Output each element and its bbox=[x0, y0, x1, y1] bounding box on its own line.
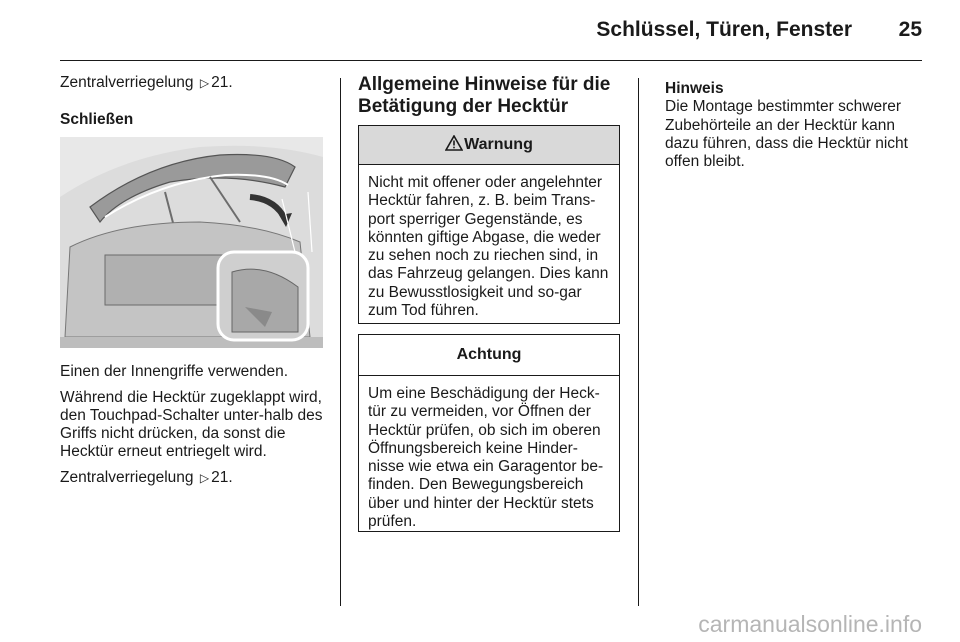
car-trunk-illustration bbox=[60, 137, 323, 348]
page-reference-icon: ▷ bbox=[199, 471, 210, 485]
trunk-figure bbox=[60, 137, 323, 348]
ref-page-1: 21. bbox=[211, 74, 233, 91]
cross-reference-2[interactable] bbox=[60, 469, 326, 487]
page-reference-icon: ▷ bbox=[199, 76, 210, 90]
ref-text-1: Zentralverriegelung bbox=[60, 74, 194, 91]
warning-triangle-icon bbox=[445, 135, 463, 156]
cross-reference-1[interactable] bbox=[60, 74, 326, 92]
warning-text: Nicht mit offener oder angelehnter Hecktür fahren, z. B. beim Trans-port sperriger Gegenstände, es könnten giftige Abgase, die weder zu sehen noch zu riechen sind, in das Fahrzeug gelangen. Dies kann zu Bewusstlosigkeit und so-gar zum Tod führen. bbox=[368, 174, 609, 320]
column-divider-1 bbox=[340, 78, 341, 606]
left-column-lower bbox=[60, 363, 326, 487]
warning-title: Warnung bbox=[464, 136, 533, 153]
section-heading-schliessen: Schließen bbox=[60, 111, 134, 128]
ref-text-2: Zentralverriegelung bbox=[60, 469, 194, 486]
right-column bbox=[665, 80, 925, 171]
page-number: 25 bbox=[898, 18, 922, 41]
caution-title: Achtung bbox=[456, 346, 522, 363]
note-title: Hinweis bbox=[665, 80, 724, 97]
column-divider-2 bbox=[638, 78, 639, 606]
page-header-title: Schlüssel, Türen, Fenster bbox=[596, 18, 852, 41]
warning-header bbox=[359, 126, 619, 165]
instruction-text-1: Einen der Innengriffe verwenden. bbox=[60, 363, 289, 380]
caution-header bbox=[359, 335, 619, 376]
header-rule bbox=[60, 60, 922, 61]
caution-text: Um eine Beschädigung der Heck-tür zu vermeiden, vor Öffnen der Hecktür prüfen, ob sich im oberen Öffnungsbereich keine Hinder-nisse wie etwa ein Garagentor be-finden. Den Bewegungsbereich über und hinter der Hecktür stets prüfen. bbox=[368, 385, 604, 531]
section-heading-hecktuer: Allgemeine Hinweise für die Betätigung der Hecktür bbox=[358, 74, 611, 117]
left-column bbox=[60, 74, 326, 129]
watermark: carmanualsonline.info bbox=[698, 611, 922, 637]
note-text: Die Montage bestimmter schwerer Zubehörteile an der Hecktür kann dazu führen, dass die Hecktür nicht offen bleibt. bbox=[665, 98, 908, 171]
instruction-text-2: Während die Hecktür zugeklappt wird, den Touchpad-Schalter unter-halb des Griffs nicht drücken, da sonst die Hecktür erneut entriegelt wird. bbox=[60, 389, 323, 460]
ref-page-2: 21. bbox=[211, 469, 233, 486]
warning-box bbox=[358, 125, 620, 324]
caution-box bbox=[358, 334, 620, 532]
middle-column bbox=[358, 74, 620, 118]
